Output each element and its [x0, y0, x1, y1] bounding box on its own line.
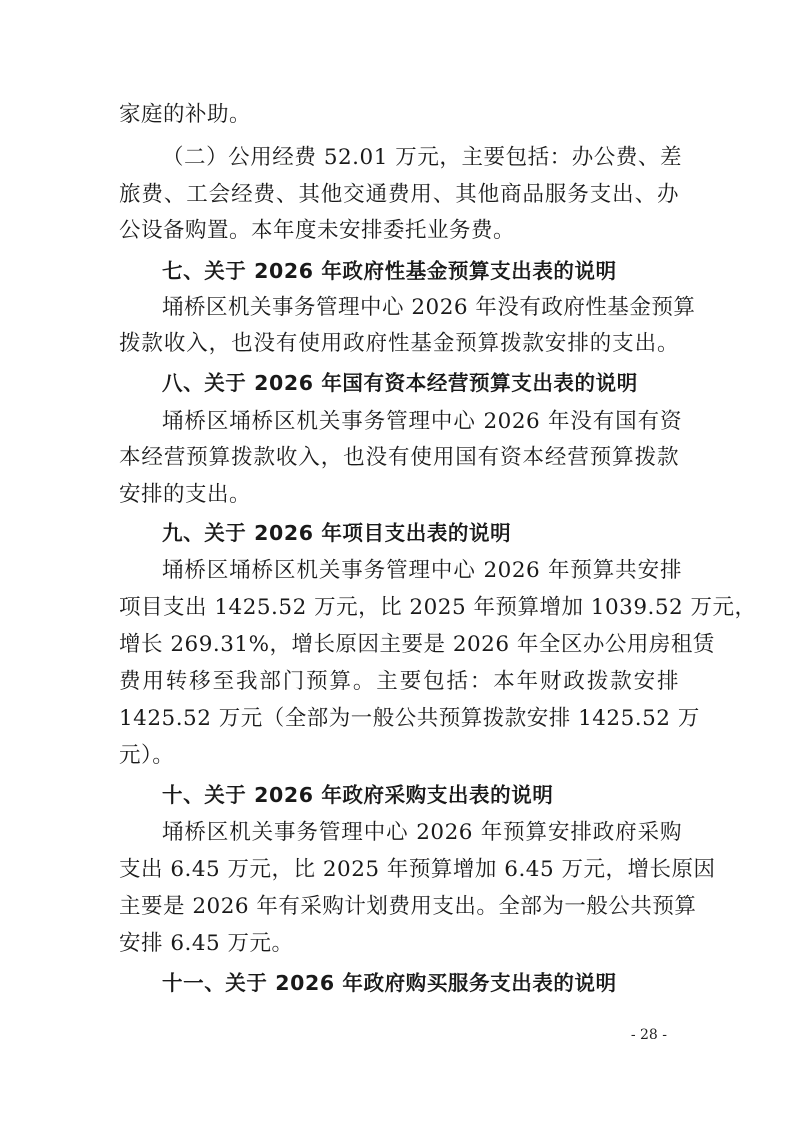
body-text-line: 1425.52 万元（全部为一般公共预算拨款安排 1425.52 万	[119, 706, 700, 731]
body-text-line: 安排的支出。	[119, 482, 252, 507]
page-number: - 28 -	[630, 1027, 667, 1043]
body-text-line: 费用转移至我部门预算。主要包括：本年财政拨款安排	[119, 669, 679, 694]
section-heading-11: 十一、关于 2026 年政府购买服务支出表的说明	[162, 971, 617, 995]
body-text-line: 埇桥区机关事务管理中心 2026 年预算安排政府采购	[162, 820, 682, 845]
body-text-line: 家庭的补助。	[119, 102, 252, 127]
body-text-line: 增长 269.31%，增长原因主要是 2026 年全区办公用房租赁	[119, 632, 715, 657]
body-text-line: 支出 6.45 万元，比 2025 年预算增加 6.45 万元，增长原因	[119, 857, 716, 882]
body-text-line: 旅费、工会经费、其他交通费用、其他商品服务支出、办	[119, 182, 679, 207]
body-text-line: 本经营预算拨款收入，也没有使用国有资本经营预算拨款	[119, 445, 679, 470]
body-text-line: 埇桥区埇桥区机关事务管理中心 2026 年预算共安排	[162, 558, 682, 583]
body-text-line: 元）。	[119, 743, 175, 768]
section-heading-10: 十、关于 2026 年政府采购支出表的说明	[162, 783, 554, 807]
body-text-line: 项目支出 1425.52 万元，比 2025 年预算增加 1039.52 万元，	[119, 595, 757, 620]
body-text-line: 埇桥区机关事务管理中心 2026 年没有政府性基金预算	[162, 295, 696, 320]
body-text-line: 公设备购置。本年度未安排委托业务费。	[119, 218, 516, 243]
body-text-line: 安排 6.45 万元。	[119, 931, 294, 956]
body-text-line: （二）公用经费 52.01 万元，主要包括：办公费、差	[162, 145, 682, 170]
section-heading-7: 七、关于 2026 年政府性基金预算支出表的说明	[162, 259, 617, 283]
body-text-line: 拨款收入，也没有使用政府性基金预算拨款安排的支出。	[119, 331, 679, 356]
section-heading-8: 八、关于 2026 年国有资本经营预算支出表的说明	[162, 371, 638, 395]
body-text-line: 主要是 2026 年有采购计划费用支出。全部为一般公共预算	[119, 894, 697, 919]
body-text-line: 埇桥区埇桥区机关事务管理中心 2026 年没有国有资	[162, 409, 682, 434]
section-heading-9: 九、关于 2026 年项目支出表的说明	[162, 521, 512, 545]
